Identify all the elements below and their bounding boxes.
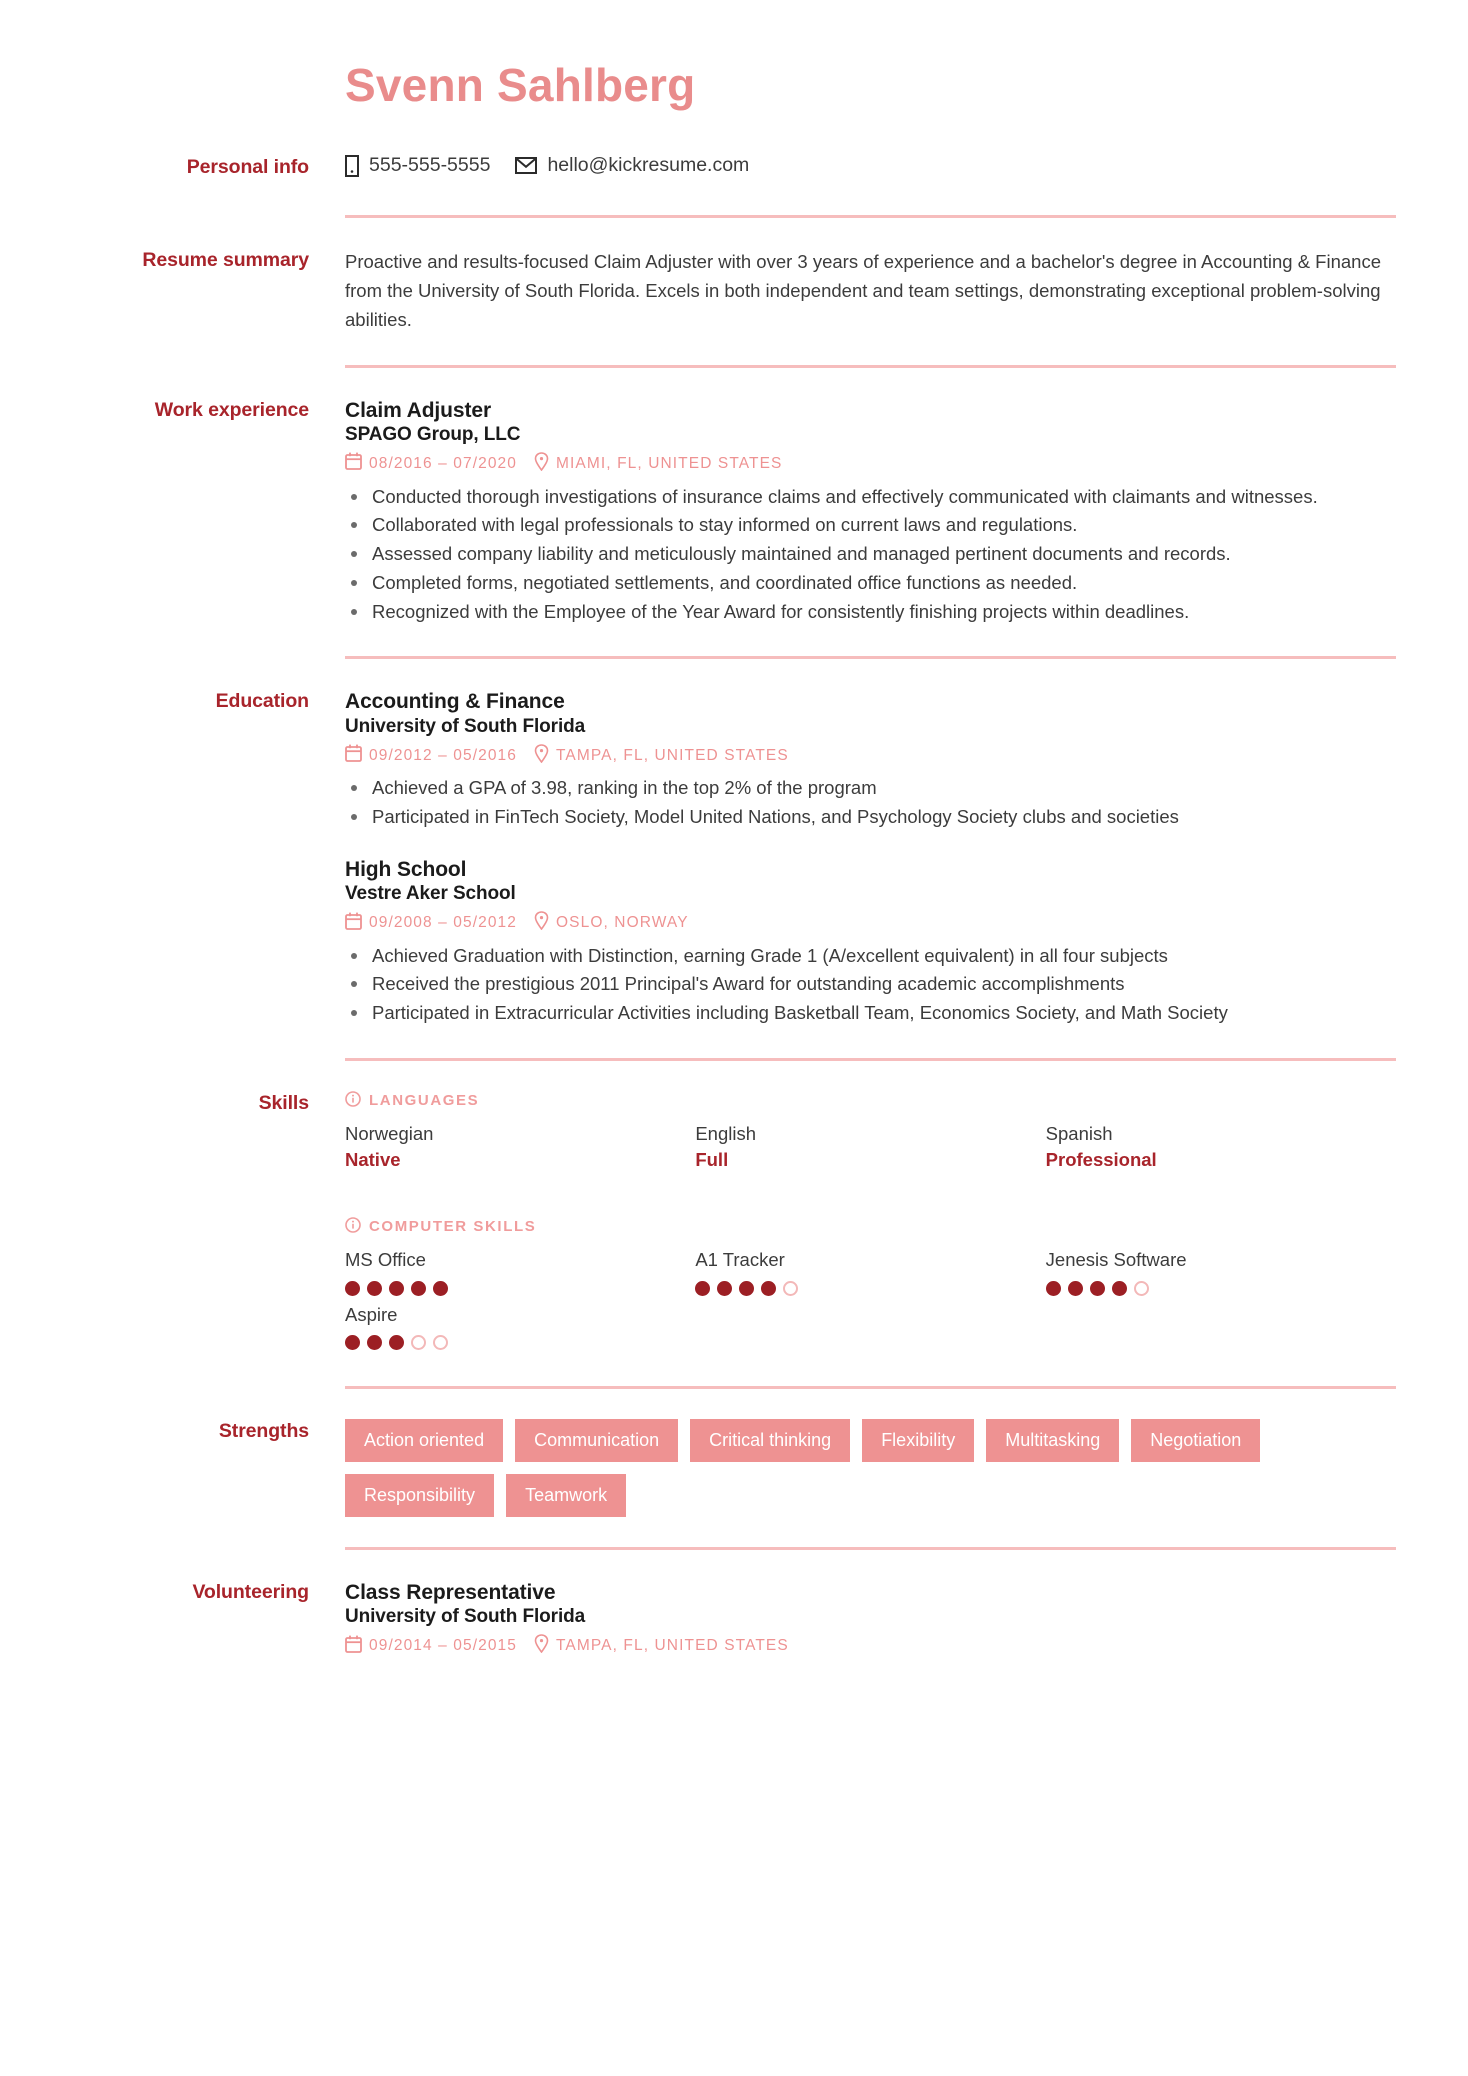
entry-dates: 09/2014 – 05/2015	[369, 1637, 517, 1655]
entry-location: OSLO, NORWAY	[556, 914, 689, 932]
entry-meta	[345, 911, 1396, 936]
skill-rating-dots	[1046, 1281, 1396, 1296]
rating-dot-empty	[433, 1335, 448, 1350]
rating-dot-filled	[1090, 1281, 1105, 1296]
skill-name: Jenesis Software	[1045, 1248, 1187, 1270]
skill-cell	[345, 1121, 695, 1173]
skill-name: MS Office	[345, 1248, 426, 1270]
strength-tag[interactable]: Multitasking	[986, 1419, 1119, 1462]
entry-bullet-list	[345, 942, 1396, 1027]
email-contact[interactable]	[515, 153, 750, 176]
rating-dot-filled	[411, 1281, 426, 1296]
entry-bullet-list	[345, 483, 1396, 626]
strengths-content	[345, 1419, 1396, 1516]
entry-location-group	[534, 911, 689, 936]
entry-meta	[345, 744, 1396, 769]
section-label-personal-info: Personal info	[186, 155, 309, 178]
calendar-icon	[345, 744, 362, 768]
skill-cell	[695, 1247, 1045, 1296]
contact-line	[345, 155, 1396, 177]
rating-dot-filled	[389, 1281, 404, 1296]
bullet-item: Achieved Graduation with Distinction, earning Grade 1 (A/excellent equivalent) in all four subjects	[345, 942, 1396, 970]
entry-dates-group	[345, 1635, 517, 1659]
resume-header	[72, 60, 1396, 111]
entry-location: TAMPA, FL, UNITED STATES	[556, 1637, 789, 1655]
strength-tag[interactable]: Responsibility	[345, 1474, 494, 1517]
skills-grid	[345, 1121, 1396, 1179]
strength-tag[interactable]: Critical thinking	[690, 1419, 850, 1462]
rating-dot-filled	[739, 1281, 754, 1296]
candidate-name: Svenn Sahlberg	[345, 59, 696, 111]
phone-contact[interactable]	[345, 155, 490, 177]
entry-organization: SPAGO Group, LLC	[345, 424, 521, 446]
section-label-skills: Skills	[258, 1091, 309, 1114]
entry-location-group	[534, 1634, 789, 1659]
skills-group	[345, 1091, 1396, 1179]
entry-dates-group	[345, 452, 517, 476]
summary-text: Proactive and results-focused Claim Adjuster with over 3 years of experience and a bachelor's degree in Accounting & Finance from the University of South Florida. Excels in both independent and team settings, demonstrating exceptional problem-solving abilities.	[345, 250, 1381, 330]
location-pin-icon	[534, 452, 549, 477]
resume-entry	[345, 1580, 1396, 1659]
entry-dates-group	[345, 912, 517, 936]
skills-grid	[345, 1247, 1396, 1357]
entry-title: High School	[345, 857, 467, 881]
volunteering-entries	[345, 1580, 1396, 1659]
phone-icon	[345, 155, 359, 177]
bullet-item: Participated in Extracurricular Activities including Basketball Team, Economics Society, and Math Society	[345, 999, 1396, 1027]
entry-organization: University of South Florida	[345, 715, 586, 737]
section-label-volunteering: Volunteering	[192, 1580, 309, 1603]
calendar-icon	[345, 452, 362, 476]
section-work-experience	[72, 398, 1396, 627]
calendar-icon	[345, 912, 362, 936]
bullet-item: Assessed company liability and meticulously maintained and managed pertinent documents and records.	[345, 540, 1396, 568]
rating-dot-filled	[367, 1335, 382, 1350]
info-icon	[345, 1091, 361, 1111]
skill-rating-dots	[695, 1281, 1045, 1296]
skill-rating-dots	[345, 1335, 695, 1350]
entry-location: MIAMI, FL, UNITED STATES	[556, 454, 783, 472]
rating-dot-filled	[1046, 1281, 1061, 1296]
skill-level: Full	[695, 1148, 729, 1170]
location-pin-icon	[534, 911, 549, 936]
entry-title: Class Representative	[345, 1580, 556, 1604]
rating-dot-empty	[411, 1335, 426, 1350]
entry-dates: 09/2008 – 05/2012	[369, 914, 517, 932]
rating-dot-filled	[717, 1281, 732, 1296]
entry-title: Claim Adjuster	[345, 398, 492, 422]
bullet-item: Completed forms, negotiated settlements, and coordinated office functions as needed.	[345, 569, 1396, 597]
bullet-item: Achieved a GPA of 3.98, ranking in the top 2% of the program	[345, 774, 1396, 802]
section-volunteering	[72, 1580, 1396, 1659]
skill-level: Native	[345, 1148, 401, 1170]
entry-title: Accounting & Finance	[345, 690, 565, 714]
section-personal-info	[72, 155, 1396, 179]
strength-tag[interactable]: Teamwork	[506, 1474, 626, 1517]
rating-dot-filled	[433, 1281, 448, 1296]
section-education	[72, 689, 1396, 1028]
skill-cell	[695, 1121, 1045, 1173]
skill-rating-dots	[345, 1281, 695, 1296]
resume-entry	[345, 689, 1396, 830]
email-address: hello@kickresume.com	[547, 153, 750, 176]
bullet-item: Received the prestigious 2011 Principal's Award for outstanding academic accomplishments	[345, 970, 1396, 998]
entry-bullet-list	[345, 774, 1396, 831]
entry-meta	[345, 452, 1396, 477]
work-experience-entries	[345, 398, 1396, 627]
resume-summary-content	[345, 248, 1396, 335]
strength-tag[interactable]: Negotiation	[1131, 1419, 1260, 1462]
skill-name: A1 Tracker	[695, 1248, 785, 1270]
skills-category-label: COMPUTER SKILLS	[369, 1218, 537, 1236]
skills-category-label: LANGUAGES	[369, 1092, 480, 1110]
section-strengths	[72, 1419, 1396, 1516]
calendar-icon	[345, 1635, 362, 1659]
skills-groups	[345, 1091, 1396, 1357]
strength-tag[interactable]: Communication	[515, 1419, 678, 1462]
skills-category-header	[345, 1091, 1396, 1111]
phone-number: 555-555-5555	[369, 153, 491, 176]
envelope-icon	[515, 157, 537, 174]
skill-cell	[345, 1302, 695, 1351]
entry-organization: University of South Florida	[345, 1606, 586, 1628]
location-pin-icon	[534, 1634, 549, 1659]
bullet-item: Collaborated with legal professionals to stay informed on current laws and regulations.	[345, 511, 1396, 539]
resume-entry	[345, 857, 1396, 1027]
skill-name: Norwegian	[345, 1122, 434, 1144]
entry-dates-group	[345, 744, 517, 768]
rating-dot-filled	[761, 1281, 776, 1296]
entry-dates: 09/2012 – 05/2016	[369, 746, 517, 764]
info-icon	[345, 1217, 361, 1237]
skills-group	[345, 1217, 1396, 1357]
rating-dot-filled	[345, 1335, 360, 1350]
strength-tag[interactable]: Flexibility	[862, 1419, 974, 1462]
education-entries	[345, 689, 1396, 1028]
skill-name: English	[695, 1122, 757, 1144]
rating-dot-filled	[367, 1281, 382, 1296]
section-label-resume-summary: Resume summary	[142, 248, 309, 271]
section-resume-summary	[72, 248, 1396, 335]
location-pin-icon	[534, 744, 549, 769]
rating-dot-filled	[695, 1281, 710, 1296]
skill-cell	[345, 1247, 695, 1296]
strength-tag-list	[345, 1419, 1396, 1516]
resume-entry	[345, 398, 1396, 626]
rating-dot-filled	[1068, 1281, 1083, 1296]
skills-category-header	[345, 1217, 1396, 1237]
entry-organization: Vestre Aker School	[345, 883, 516, 905]
entry-location-group	[534, 744, 789, 769]
section-label-work-experience: Work experience	[154, 398, 309, 421]
section-label-strengths: Strengths	[218, 1420, 309, 1443]
rating-dot-empty	[1134, 1281, 1149, 1296]
entry-dates: 08/2016 – 07/2020	[369, 454, 517, 472]
section-label-education: Education	[215, 690, 309, 713]
personal-info-content	[345, 155, 1396, 177]
entry-location: TAMPA, FL, UNITED STATES	[556, 746, 789, 764]
bullet-item: Conducted thorough investigations of insurance claims and effectively communicated with claimants and witnesses.	[345, 483, 1396, 511]
skill-name: Aspire	[345, 1303, 398, 1325]
skill-name: Spanish	[1045, 1122, 1113, 1144]
rating-dot-filled	[1112, 1281, 1127, 1296]
bullet-item: Participated in FinTech Society, Model United Nations, and Psychology Society clubs and societies	[345, 803, 1396, 831]
entry-location-group	[534, 452, 782, 477]
strength-tag[interactable]: Action oriented	[345, 1419, 503, 1462]
rating-dot-filled	[389, 1335, 404, 1350]
rating-dot-empty	[783, 1281, 798, 1296]
bullet-item: Recognized with the Employee of the Year Award for consistently finishing projects within deadlines.	[345, 598, 1396, 626]
entry-meta	[345, 1634, 1396, 1659]
rating-dot-filled	[345, 1281, 360, 1296]
skill-cell	[1046, 1247, 1396, 1296]
section-skills	[72, 1091, 1396, 1357]
skill-cell	[1046, 1121, 1396, 1173]
skill-level: Professional	[1045, 1148, 1157, 1170]
